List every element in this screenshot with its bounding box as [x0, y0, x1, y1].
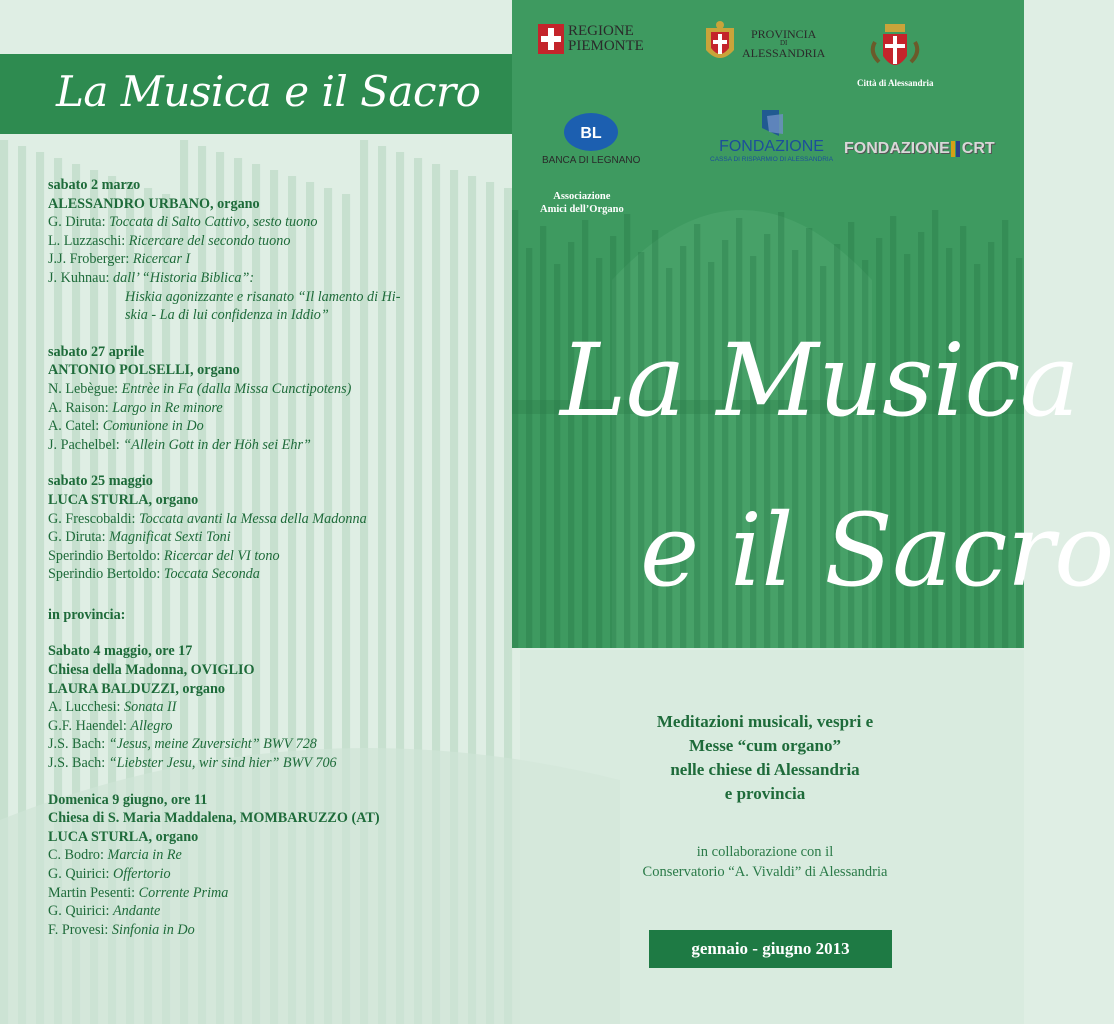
fondazione-mark-icon	[757, 108, 787, 138]
composer: Sperindio Bertoldo:	[48, 566, 164, 583]
work-title: Comunione in Do	[102, 418, 204, 435]
provincia-heading: in provincia:	[48, 606, 126, 623]
program-item	[48, 547, 488, 566]
concert-entry	[48, 343, 488, 455]
cover-title-line2: e il Sacro	[640, 492, 1114, 609]
work-title: Toccata Seconda	[163, 566, 260, 583]
composer: G. Quirici:	[48, 866, 114, 882]
work-title: Sonata II	[124, 699, 177, 716]
work-title: Andante	[113, 903, 161, 920]
program-item	[48, 902, 488, 921]
work-title: Ricercar I	[132, 251, 191, 268]
composer: G. Diruta:	[48, 214, 110, 231]
logo-citta-alessandria: Città di Alessandria	[857, 22, 934, 88]
composer: J.J. Froberger:	[48, 251, 133, 268]
work-title: “Jesus, meine Zuversicht” BWV 728	[108, 736, 317, 753]
program-item	[48, 399, 488, 418]
program-item	[48, 717, 488, 736]
logo-banca-di-legnano: BL BANCA DI LEGNANO	[542, 112, 640, 166]
concert-performer: LAURA BALDUZZI, organo	[48, 680, 225, 697]
work-title-continued: Hiskia agonizzante e risanato “Il lamento di Hi-	[125, 288, 401, 305]
program-item	[48, 528, 488, 547]
program-item	[48, 698, 488, 717]
work-title-continued: skia - La di lui confidenza in Iddio”	[125, 307, 329, 324]
concert-venue: Chiesa di S. Maria Maddalena, MOMBARUZZO (AT)	[48, 810, 380, 827]
concert-program	[48, 176, 488, 957]
work-title: Largo in Re minore	[112, 399, 223, 416]
program-item	[48, 436, 488, 455]
concert-performer: ANTONIO POLSELLI, organo	[48, 362, 240, 379]
composer: J. Pachelbel:	[48, 436, 124, 453]
work-title: “Allein Gott in der Höh sei Ehr”	[123, 436, 311, 453]
composer: L. Luzzaschi:	[48, 232, 129, 249]
program-item	[48, 565, 488, 584]
date-range-badge: gennaio - giugno 2013	[649, 930, 892, 968]
work-title: Toccata di Salto Cattivo, sesto tuono	[109, 214, 318, 231]
program-item	[48, 213, 488, 232]
citta-crest-icon	[869, 22, 921, 76]
work-title: Allegro	[130, 717, 173, 734]
collaboration-note: in collaborazione con il Conservatorio “A. Vivaldi” di Alessandria	[642, 844, 888, 880]
program-item	[48, 846, 488, 865]
composer: A. Raison:	[48, 399, 113, 416]
program-item	[48, 269, 488, 288]
concert-performer: ALESSANDRO URBANO, organo	[48, 195, 260, 212]
work-title: Magnificat Sexti Toni	[109, 529, 231, 546]
provincia-crest-icon	[702, 20, 738, 66]
work-title: Ricercar del VI tono	[163, 547, 280, 564]
composer: J. Kuhnau:	[48, 269, 114, 286]
program-item	[48, 921, 488, 940]
program-item	[48, 865, 488, 884]
composer: Martin Pesenti:	[48, 884, 139, 901]
banner-title: La Musica e il Sacro	[56, 67, 481, 116]
concert-date: Domenica 9 giugno, ore 11	[48, 791, 208, 808]
composer: A. Lucchesi:	[48, 699, 125, 716]
composer: N. Lebègue:	[48, 380, 122, 397]
program-item	[48, 250, 488, 269]
composer: J.S. Bach:	[48, 755, 109, 772]
work-title: dall’ “Historia Biblica”:	[113, 269, 255, 286]
logo-regione-piemonte: REGIONE PIEMONTE	[538, 24, 644, 54]
concert-entry	[48, 472, 488, 584]
composer: G. Quirici:	[48, 903, 114, 920]
logo-fondazione-crt: FONDAZIONE CRT	[844, 140, 995, 157]
event-subtitle: Meditazioni musicali, vespri e Messe “cum organo” nelle chiese di Alessandria e provincia	[656, 712, 874, 803]
work-title: Entrèe in Fa (dalla Missa Cunctipotens)	[121, 380, 352, 397]
banca-mark-text: BL	[580, 125, 602, 142]
concert-venue: Chiesa della Madonna, OVIGLIO	[48, 662, 255, 679]
program-item	[48, 735, 488, 754]
concert-date: sabato 2 marzo	[48, 177, 141, 193]
program-item	[48, 510, 488, 529]
composer: G.F. Haendel:	[48, 717, 131, 734]
program-item	[48, 380, 488, 399]
composer: Sperindio Bertoldo:	[48, 547, 164, 564]
program-item	[48, 884, 488, 903]
composer: A. Catel:	[48, 418, 103, 435]
composer: F. Provesi:	[48, 921, 112, 938]
composer: C. Bodro:	[48, 847, 108, 864]
concert-entry	[48, 791, 488, 940]
composer: J.S. Bach:	[48, 736, 109, 753]
composer: G. Frescobaldi:	[48, 510, 140, 527]
concert-date: sabato 27 aprile	[48, 343, 145, 360]
logo-associazione-amici-organo: Associazione Amici dell’Organo	[540, 191, 624, 215]
work-title: Marcia in Re	[107, 847, 182, 864]
concert-date: sabato 25 maggio	[48, 473, 153, 490]
concert-entry	[48, 642, 488, 772]
logo-fondazione-cra: FONDAZIONE CASSA DI RISPARMIO DI ALESSANDRIA	[710, 108, 833, 163]
program-item	[48, 754, 488, 773]
piemonte-shield-icon	[538, 24, 564, 54]
work-title: Sinfonia in Do	[111, 921, 195, 938]
sponsor-logos	[512, 0, 1024, 230]
concert-date: Sabato 4 maggio, ore 17	[48, 643, 193, 660]
banca-legnano-mark-icon	[563, 112, 619, 152]
composer: G. Diruta:	[48, 529, 110, 546]
logo-provincia-alessandria: PROVINCIA DI ALESSANDRIA	[702, 20, 825, 66]
work-title: Corrente Prima	[138, 884, 229, 901]
concert-performer: LUCA STURLA, organo	[48, 491, 199, 508]
program-item	[48, 232, 488, 251]
work-title: Ricercare del secondo tuono	[128, 232, 291, 249]
program-item	[48, 417, 488, 436]
concert-entry	[48, 176, 488, 325]
concert-performer: LUCA STURLA, organo	[48, 828, 199, 845]
work-title: Toccata avanti la Messa della Madonna	[139, 510, 367, 527]
work-title: Offertorio	[113, 866, 171, 882]
cover-title-line1: La Musica	[560, 322, 1080, 439]
work-title: “Liebster Jesu, wir sind hier” BWV 706	[108, 755, 337, 772]
